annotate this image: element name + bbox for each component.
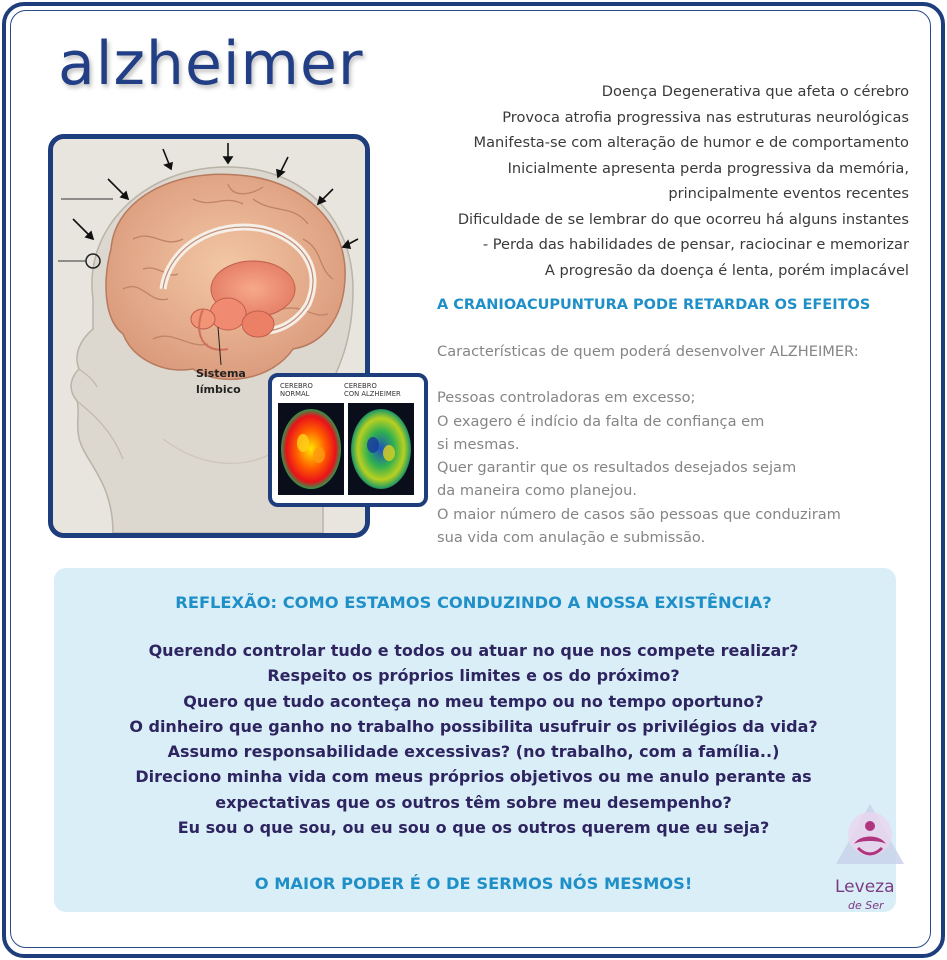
intro-line: Inicialmente apresenta perda progressiva da memória,: [507, 159, 909, 177]
question-line: expectativas que os outros têm sobre meu desempenho?: [215, 792, 732, 812]
intro-line: Provoca atrofia progressiva nas estruturas neurológicas: [502, 108, 909, 126]
question-line: Eu sou o que sou, ou eu sou o que os outros querem que eu seja?: [177, 818, 770, 838]
page-title: alzheimer: [58, 29, 364, 99]
pet-label-line: CEREBRO: [344, 382, 377, 390]
question-line: Respeito os próprios limites e os do próximo?: [267, 666, 680, 686]
limbic-label-line: límbico: [196, 383, 241, 396]
intro-line: Doença Degenerativa que afeta o cérebro: [601, 83, 909, 100]
reflection-title: REFLEXÃO: COMO ESTAMOS CONDUZINDO A NOSSA EXISTÊNCIA?: [175, 593, 772, 612]
intro-line: principalmente eventos recentes: [668, 185, 909, 202]
pet-label-line: CEREBRO: [280, 382, 313, 390]
intro-line: Manifesta-se com alteração de humor e de comportamento: [473, 134, 909, 151]
limbic-label-line: Sistema: [196, 367, 246, 380]
pet-alzheimer-label: [344, 382, 401, 398]
intro-line: Dificuldade de se lembrar do que ocorreu há alguns instantes: [457, 210, 909, 228]
pet-label-line: CON ALZHEIMER: [344, 390, 401, 398]
intro-line: A progresão da doença é lenta, porém implacável: [544, 261, 909, 279]
closing-statement: O MAIOR PODER É O DE SERMOS NÓS MESMOS!: [254, 874, 693, 893]
characteristics-line: O exagero é indício da falta de confiança em: [437, 412, 765, 430]
characteristics-line: O maior número de casos são pessoas que conduziram: [437, 505, 841, 523]
intro-line: - Perda das habilidades de pensar, raciocinar e memorizar: [482, 236, 909, 253]
reflection-questions: [0, 638, 947, 840]
craniopuncture-highlight: A CRANIOACUPUNTURA PODE RETARDAR OS EFEITOS: [437, 297, 871, 313]
characteristics-line: si mesmas.: [437, 435, 520, 453]
pet-scan-images: [278, 403, 414, 495]
limbic-label: [196, 366, 246, 398]
intro-text: [389, 79, 909, 283]
pet-scan-inset: [268, 373, 428, 507]
question-line: Direciono minha vida com meus próprios objetivos ou me anulo perante as: [135, 767, 812, 787]
question-line: Assumo responsabilidade excessivas? (no trabalho, com a família..): [167, 742, 780, 762]
logo-name: Leveza: [835, 877, 895, 897]
question-line: Querendo controlar tudo e todos ou atuar no que nos compete realizar?: [148, 641, 799, 660]
characteristics-line: sua vida com anulação e submissão.: [437, 529, 706, 547]
pet-label-line: NORMAL: [280, 390, 310, 398]
question-line: Quero que tudo aconteça no meu tempo ou no tempo oportuno?: [183, 691, 764, 711]
characteristics-heading: Características de quem poderá desenvolver ALZHEIMER:: [437, 343, 859, 360]
characteristics-line: Quer garantir que os resultados desejados sejam: [437, 459, 797, 477]
characteristics-line: da maneira como planejou.: [437, 482, 637, 500]
question-line: O dinheiro que ganho no trabalho possibilita usufruir os privilégios da vida?: [129, 716, 818, 736]
characteristics-line: Pessoas controladoras em excesso;: [437, 389, 696, 407]
logo-subtitle: de Ser: [848, 899, 884, 912]
characteristics-block: [437, 340, 917, 549]
pet-normal-label: [280, 382, 313, 398]
